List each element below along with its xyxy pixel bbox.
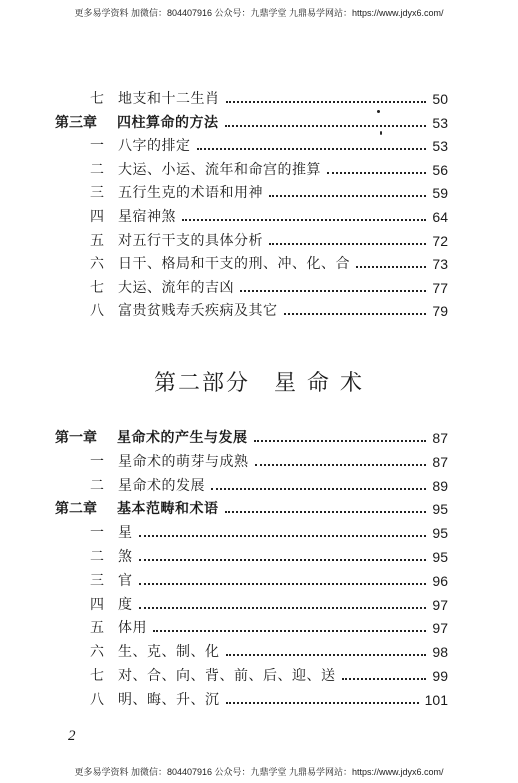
- dot-leader: [226, 654, 426, 656]
- toc-item-number: 第一章: [55, 430, 97, 446]
- toc-item-number: 第二章: [55, 501, 97, 518]
- toc-item-number: 五: [90, 620, 104, 637]
- dot-leader: [139, 535, 426, 537]
- toc-section-row: [0, 546, 518, 570]
- toc-item-page: 59: [432, 185, 448, 202]
- toc-item-page: 95: [432, 525, 448, 542]
- toc-item-title: 对五行干支的具体分析: [118, 232, 263, 249]
- toc-item-title: 生、克、制、化: [118, 644, 220, 661]
- toc-section-row: [0, 159, 518, 183]
- footer-watermark-banner: 更多易学资料 加微信：804407916 公众号：九鼎学堂 九鼎易学网站：https://www.jdyx6.com/: [74, 767, 444, 777]
- toc-item-title: 对、合、向、背、前、后、迎、送: [118, 668, 336, 684]
- toc-chapter-row: [0, 498, 518, 522]
- toc-chapter-row: [0, 427, 518, 451]
- toc-item-page: 73: [432, 256, 448, 273]
- toc-item-number: 八: [90, 303, 104, 320]
- toc-section-row: [0, 206, 518, 230]
- toc-item-page: 56: [432, 161, 448, 178]
- toc-item-page: 77: [432, 279, 448, 296]
- dot-leader: [211, 488, 426, 490]
- toc-item-page: 53: [432, 114, 448, 131]
- scan-speck: [380, 131, 382, 135]
- toc-item-title: 大运、流年的吉凶: [118, 279, 234, 296]
- toc-item-number: 四: [90, 596, 104, 613]
- toc-section-row: [0, 135, 518, 159]
- toc-item-title: 地支和十二生肖: [118, 91, 220, 107]
- toc-item-number: 二: [90, 549, 104, 565]
- header-watermark-banner: 更多易学资料 加微信：804407916 公众号：九鼎学堂 九鼎易学网站：https://www.jdyx6.com/: [74, 8, 444, 18]
- dot-leader: [356, 266, 426, 268]
- toc-item-number: 八: [90, 691, 104, 708]
- toc-item-number: 一: [90, 138, 104, 155]
- toc-item-title: 富贵贫贱寿夭疾病及其它: [118, 303, 278, 320]
- dot-leader: [269, 195, 426, 197]
- toc-item-page: 89: [432, 477, 448, 494]
- toc-item-page: 95: [432, 549, 448, 565]
- dot-leader: [255, 464, 426, 466]
- toc-item-title: 体用: [118, 620, 147, 637]
- toc-section-row: [0, 641, 518, 665]
- toc-item-page: 96: [432, 572, 448, 589]
- toc-item-page: 64: [432, 209, 448, 225]
- toc-item-title: 度: [118, 596, 133, 613]
- toc-item-title: 八字的排定: [118, 138, 191, 155]
- toc-item-page: 95: [432, 501, 448, 518]
- toc-item-title: 明、晦、升、沉: [118, 691, 220, 708]
- toc-item-title: 星命术的产生与发展: [117, 430, 248, 446]
- dot-leader: [139, 607, 426, 609]
- toc-item-number: 二: [90, 161, 104, 178]
- toc-section-row: [0, 594, 518, 618]
- toc-item-number: 五: [90, 232, 104, 249]
- toc-item-title: 日干、格局和干支的刑、冲、化、合: [118, 256, 350, 273]
- dot-leader: [254, 440, 426, 442]
- toc-section-row: [0, 253, 518, 277]
- toc-item-number: 七: [90, 279, 104, 296]
- dot-leader: [225, 511, 426, 513]
- toc-item-page: 98: [432, 644, 448, 661]
- toc-section-row: [0, 88, 518, 112]
- toc-section-row: [0, 665, 518, 689]
- dot-leader: [139, 559, 426, 561]
- toc-item-page: 87: [432, 430, 448, 446]
- toc-item-title: 基本范畴和术语: [117, 501, 219, 518]
- toc-item-number: 六: [90, 256, 104, 273]
- toc-item-number: 七: [90, 668, 104, 684]
- dot-leader: [342, 678, 426, 680]
- toc-item-title: 煞: [118, 549, 133, 565]
- toc-item-number: 一: [90, 453, 104, 470]
- toc-item-title: 官: [118, 572, 133, 589]
- part-heading: 第二部分 星 命 术: [154, 371, 364, 396]
- toc-section-row: [0, 182, 518, 206]
- toc-item-page: 97: [432, 620, 448, 637]
- toc-item-number: 第三章: [55, 114, 97, 131]
- dot-leader: [153, 630, 426, 632]
- toc-item-number: 六: [90, 644, 104, 661]
- toc-item-number: 一: [90, 525, 104, 542]
- toc-section-row: [0, 300, 518, 324]
- toc-section-row: [0, 230, 518, 254]
- toc-section-row: [0, 277, 518, 301]
- toc-item-title: 星: [118, 525, 133, 542]
- toc-item-page: 101: [424, 691, 448, 708]
- toc-item-page: 97: [432, 596, 448, 613]
- dot-leader: [226, 101, 426, 103]
- toc-item-number: 四: [90, 209, 104, 225]
- toc-section-row: [0, 475, 518, 499]
- toc-item-title: 大运、小运、流年和命宫的推算: [118, 161, 321, 178]
- toc-item-page: 79: [432, 303, 448, 320]
- scan-speck: [377, 110, 380, 113]
- dot-leader: [269, 243, 426, 245]
- toc-item-page: 50: [432, 91, 448, 107]
- toc-section-row: [0, 451, 518, 475]
- dot-leader: [327, 172, 426, 174]
- toc-item-number: 三: [90, 185, 104, 202]
- toc-item-page: 87: [432, 453, 448, 470]
- toc-section-row: [0, 689, 518, 713]
- toc-item-number: 七: [90, 91, 104, 107]
- toc-section-row: [0, 617, 518, 641]
- toc-item-number: 二: [90, 477, 104, 494]
- dot-leader: [225, 125, 426, 127]
- toc-item-title: 五行生克的术语和用神: [118, 185, 263, 202]
- toc-item-title: 四柱算命的方法: [117, 114, 219, 131]
- dot-leader: [139, 583, 426, 585]
- toc-section-row: [0, 522, 518, 546]
- toc-item-title: 星命术的萌芽与成熟: [118, 453, 249, 470]
- page-number: 2: [68, 728, 76, 744]
- toc-item-title: 星命术的发展: [118, 477, 205, 494]
- toc-item-page: 99: [432, 668, 448, 684]
- toc-item-title: 星宿神煞: [118, 209, 176, 225]
- dot-leader: [197, 148, 426, 150]
- dot-leader: [226, 702, 419, 704]
- toc-section-row: [0, 570, 518, 594]
- toc-chapter-row: [0, 112, 518, 136]
- toc-item-number: 三: [90, 572, 104, 589]
- dot-leader: [182, 219, 426, 221]
- dot-leader: [240, 290, 426, 292]
- toc-item-page: 53: [432, 138, 448, 155]
- toc-item-page: 72: [432, 232, 448, 249]
- dot-leader: [284, 313, 426, 315]
